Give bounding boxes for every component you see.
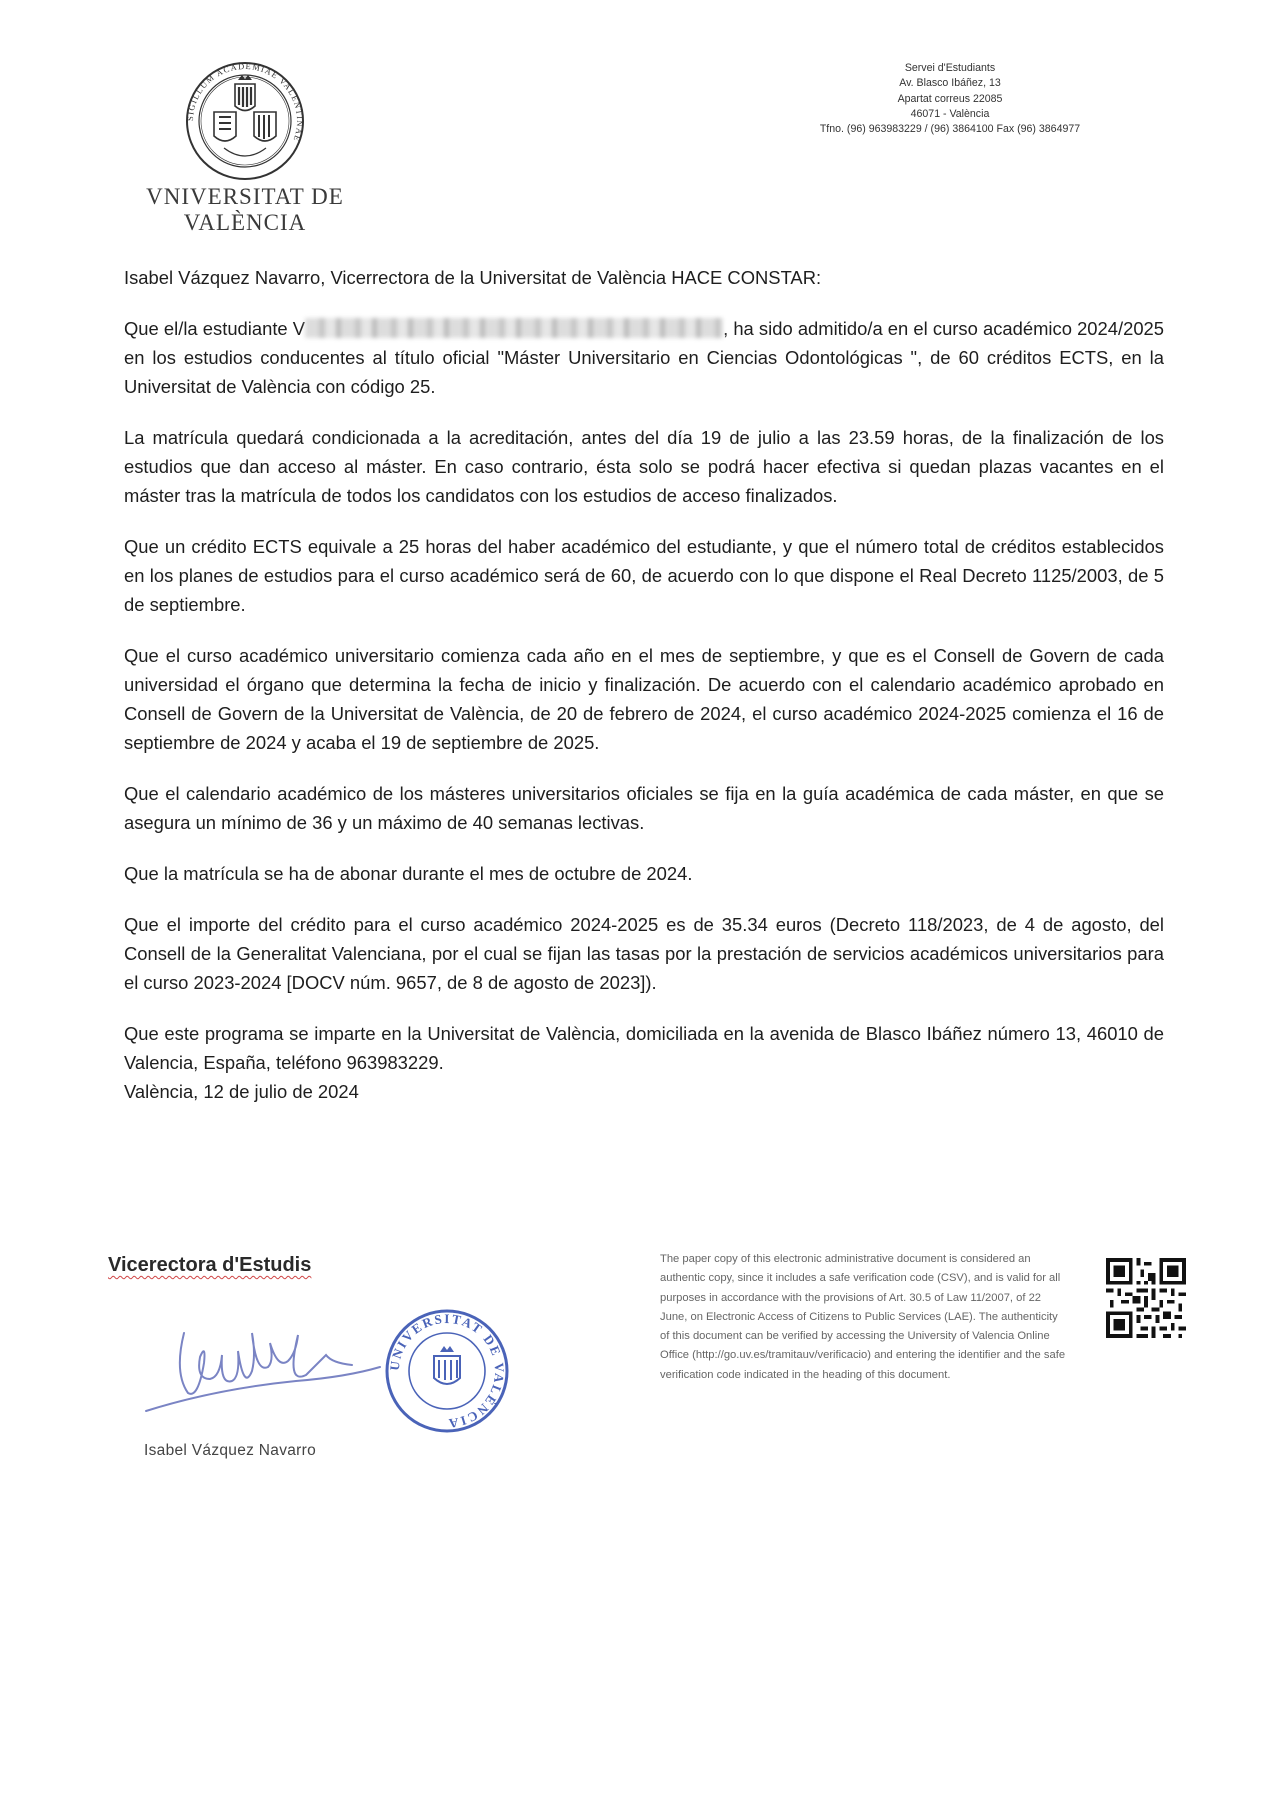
admission-paragraph (124, 314, 1164, 401)
letter-body (124, 263, 1164, 1106)
admission-text: , ha sido admitido/a en el curso académico 2024/2025 en los estudios conducentes al título oficial "Máster Universitario en Ciencias Odontológicas ", de 60 créditos ECTS, en la Universitat de València con código 25. (124, 318, 1165, 397)
signatory-name: Isabel Vázquez Navarro (144, 1442, 317, 1459)
location-paragraph: Que este programa se imparte en la Universitat de València, domiciliada en la avenida de Blasco Ibáñez número 13, 46010 de Valencia, España, teléfono 963983229. (124, 1023, 1164, 1073)
credit-price-paragraph: Que el importe del crédito para el curso académico 2024-2025 es de 35.34 euros (Decreto 118/2023, de 4 de agosto, del Consell de la Generalitat Valenciana, por el cual se fijan las tasas por la prestación de servicios académicos universitarios para el curso 2023-2024 [DOCV núm. 9657, de 8 de agosto de 2023]). (124, 914, 1164, 993)
qr-code-icon (1106, 1258, 1186, 1338)
payment-paragraph: Que la matrícula se ha de abonar durante el mes de octubre de 2024. (124, 863, 693, 884)
student-label: Que el/la estudiante V (124, 318, 306, 339)
university-name: VNIVERSITAT DE VALÈNCIA (146, 184, 344, 235)
address-line: Servei d'Estudiants (904, 62, 996, 74)
address-line: 46071 - València (910, 107, 990, 120)
date-line: València, 12 de julio de 2024 (124, 1081, 359, 1102)
academic-calendar-paragraph: Que el curso académico universitario comienza cada año en el mes de septiembre, y que es el Consell de Govern de cada universidad el órgano que determina la fecha de inicio y finalización. De acuerdo con el calendario académico aprobado en Consell de Govern de la Universitat de València, de 20 de febrero de 2024, el curso académico 2024-2025 comienza el 16 de septiembre de 2024 y acaba el 19 de septiembre de 2025. (124, 645, 1164, 753)
address-line: Av. Blasco Ibáñez, 13 (899, 77, 1001, 90)
address-line: Apartat correus 22085 (897, 92, 1003, 105)
official-stamp (384, 1308, 510, 1434)
university-seal-icon (180, 60, 310, 182)
address-line: Tfno. (96) 963983229 / (96) 3864100 Fax (96) 3864977 (819, 123, 1081, 136)
csv-verification-note: The paper copy of this electronic administrative document is considered an authentic copy, since it includes a safe verification code (CSV), and is valid for all purposes in accordance with the provisions of Art. 30.5 of Law 11/2007, of 22 June, on Electronic Access of Citizens to Public Services (LAE). The authenticity of this document can be verified by accessing the University of Valencia Online Office (http://go.uv.es/tramitauv/verificacio) and entering the identifier and the safe verification code indicated in the heading of this document. (660, 1253, 1066, 1381)
handwritten-signature (140, 1315, 390, 1425)
master-calendar-paragraph: Que el calendario académico de los másteres universitarios oficiales se fija en la guía académica de cada máster, en que se asegura un mínimo de 36 y un máximo de 40 semanas lectivas. (124, 783, 1164, 833)
signatory-title: Vicerectora d'Estudis (108, 1254, 312, 1276)
svg-text:UNIVERSITAT DE VALÈNCIA: UNIVERSITAT DE VALÈNCIA (386, 1310, 508, 1432)
ects-paragraph: Que un crédito ECTS equivale a 25 horas del haber académico del estudiante, y que el número total de créditos establecidos en los planes de estudios para el curso académico será de 60, de acuerdo con lo que dispone el Real Decreto 1125/2003, de 5 de septiembre. (124, 536, 1164, 615)
enrollment-condition-paragraph: La matrícula quedará condicionada a la acreditación, antes del día 19 de julio a las 23.59 horas, de la finalización de los estudios que dan acceso al máster. En caso contrario, ésta solo se podrá hacer efectiva si quedan plazas vacantes en el máster tras la matrícula de todos los candidatos con los estudios de acceso finalizados. (124, 427, 1164, 506)
svg-text:SIGILLUM ACADEMIAE VALENTINAE: SIGILLUM ACADEMIAE VALENTINAE (184, 60, 306, 144)
university-logo (100, 60, 390, 235)
office-address (760, 61, 1140, 137)
redacted-student-name (305, 318, 723, 338)
intro-paragraph: Isabel Vázquez Navarro, Vicerrectora de la Universitat de València HACE CONSTAR: (124, 267, 822, 288)
